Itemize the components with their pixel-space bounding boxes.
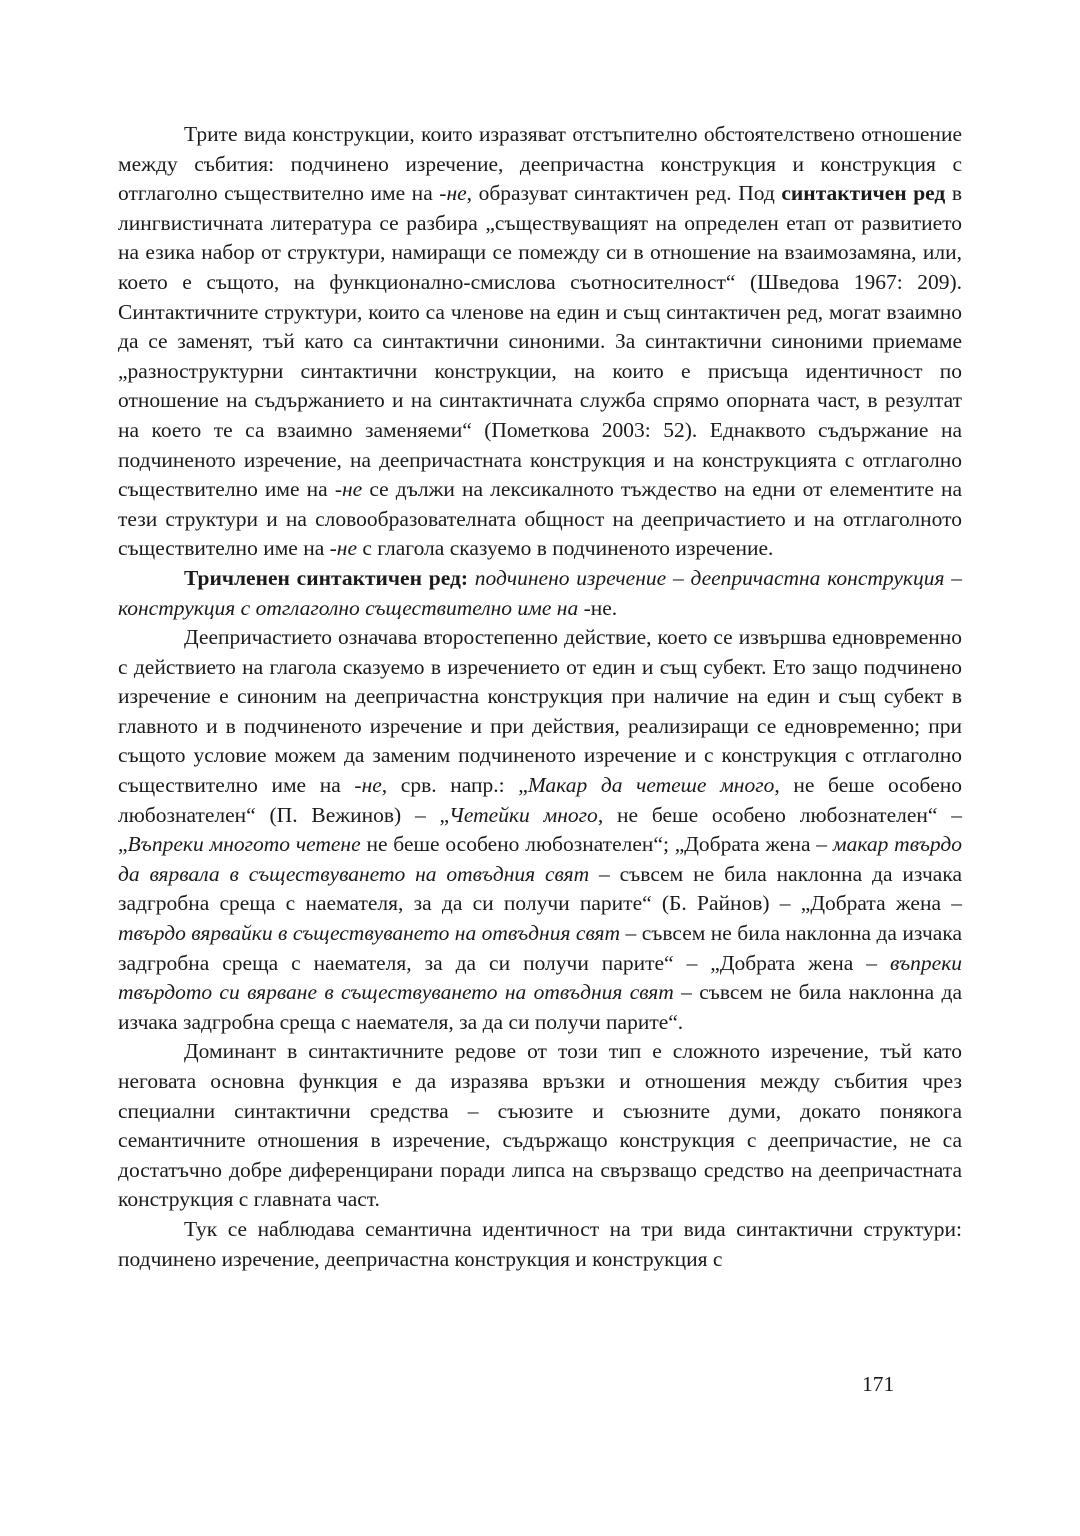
- paragraph-p3: [118, 623, 962, 1037]
- text-segment: -не.: [578, 595, 618, 620]
- text-segment: не: [446, 181, 467, 206]
- text-segment: – съвсем не била наклонна да изчака задгробна среща с наемателя, за да си получи парите“.: [118, 980, 962, 1034]
- text-segment: -не: [334, 477, 363, 502]
- text-segment: – съвсем не била наклонна да изчака задгробна среща с наемателя, за да си получи парите“ – „Добрата жена –: [118, 921, 962, 975]
- text-segment: Тук се наблюдава семантична идентичност на три вида синтактични структури: подчинено изречение, деепричастна конструкция и конструкция с: [118, 1216, 962, 1271]
- text-segment: , не беше особено любознателен“ – „: [118, 802, 962, 857]
- body-text: [118, 120, 962, 1274]
- text-segment: , образуват синтактичен ред. Под: [466, 181, 782, 206]
- text-segment: , не беше особено любознателен“ (П. Вежинов) – „: [118, 773, 963, 827]
- text-segment: -не: [354, 773, 382, 798]
- text-segment: Трите вида конструкции, които изразяват отстъпително обстоятелствено отношение между събития: подчинено изречение, деепричастна конструкция и конструкция с отглаголно съществително име на -: [118, 122, 962, 206]
- paragraph-p1: [118, 120, 962, 564]
- text-segment: Деепричастието означава второстепенно действие, което се извършва едновременно с действието на глагола сказуемо в изречението от един и същ субект. Ето защо подчинено изречение е синоним на деепричастна конструкция при наличие на един и същ субект в главното и в подчиненото изречение и при действия, реализиращи се едновременно; при същото условие можем да заменим подчиненото изречение и с конструкция с отглаголно съществително име на: [118, 625, 962, 798]
- text-segment: въпреки твърдото си вярване в съществуването на отвъдния свят: [118, 950, 962, 1005]
- text-segment: твърдо вярвайки в съществуването на отвъдния свят: [118, 921, 621, 946]
- text-segment: Въпреки многото четене: [127, 832, 361, 857]
- text-segment: с глагола сказуемо в подчиненото изречение.: [357, 536, 774, 561]
- text-segment: подчинено изречение – деепричастна конструкция – конструкция с отглаголно съществително име на: [118, 565, 962, 620]
- paragraph-p4: [118, 1037, 962, 1215]
- text-segment: в лингвистичната литература се разбира „съществуващият на определен етап от развитието на езика набор от структури, намиращи се помежду си в отношение на взаимозамяна, или, което е същото, на функционално-смислова съотносителност“ (Шведова 1967: 209). Синтактичните структури, които са членове на един и същ синтактичен ред, могат взаимно да се заменят, тъй като са синтактични синоними. За синтактични синоними приемаме „разноструктурни синтактични конструкции, на които е присъща идентичност по отношение на съдържанието и на синтактичната служба спрямо опорната част, в резултат на което те са взаимно заменяеми“ (Пометкова 2003: 52). Еднаквото съдържание на подчиненото изречение, на деепричастната конструкция и на конструкцията с отглаголно съществително име на: [118, 181, 962, 502]
- text-segment: Макар да четеше много: [527, 773, 775, 798]
- text-segment: Четейки много: [449, 802, 598, 827]
- text-segment: Тричленен синтактичен ред:: [184, 565, 468, 590]
- page-number: 171: [862, 1372, 895, 1396]
- text-segment: , срв. напр.: „: [381, 773, 528, 798]
- text-segment: се дължи на лексикалното тъждество на едни от елементите на тези структури и на словообразователната общност на деепричастието и на отглаголното съществително име на: [118, 477, 963, 561]
- text-segment: -не: [329, 536, 358, 561]
- paragraph-p5: [118, 1215, 962, 1274]
- text-segment: Доминант в синтактичните редове от този тип е сложното изречение, тъй като неговата основна функция е да изразява връзки и отношения между събития чрез специални синтактични средства – съюзите и съюзните думи, докато понякога семантичните отношения в изречение, съдържащо конструкция с деепричастие, не са достатъчно добре диференцирани поради липса на свързващо средство на деепричастната конструкция с главната част.: [118, 1039, 962, 1212]
- text-segment: – съвсем не била наклонна да изчака задгробна среща с наемателя, за да си получи парите“ (Б. Райнов) – „Добрата жена –: [118, 861, 962, 916]
- text-segment: макар твърдо да вярвала в съществуването на отвъдния свят: [118, 832, 962, 886]
- text-segment: синтактичен ред: [781, 181, 946, 206]
- text-segment: не беше особено любознателен“; „Добрата жена –: [360, 832, 833, 857]
- paragraph-p2: [118, 564, 962, 623]
